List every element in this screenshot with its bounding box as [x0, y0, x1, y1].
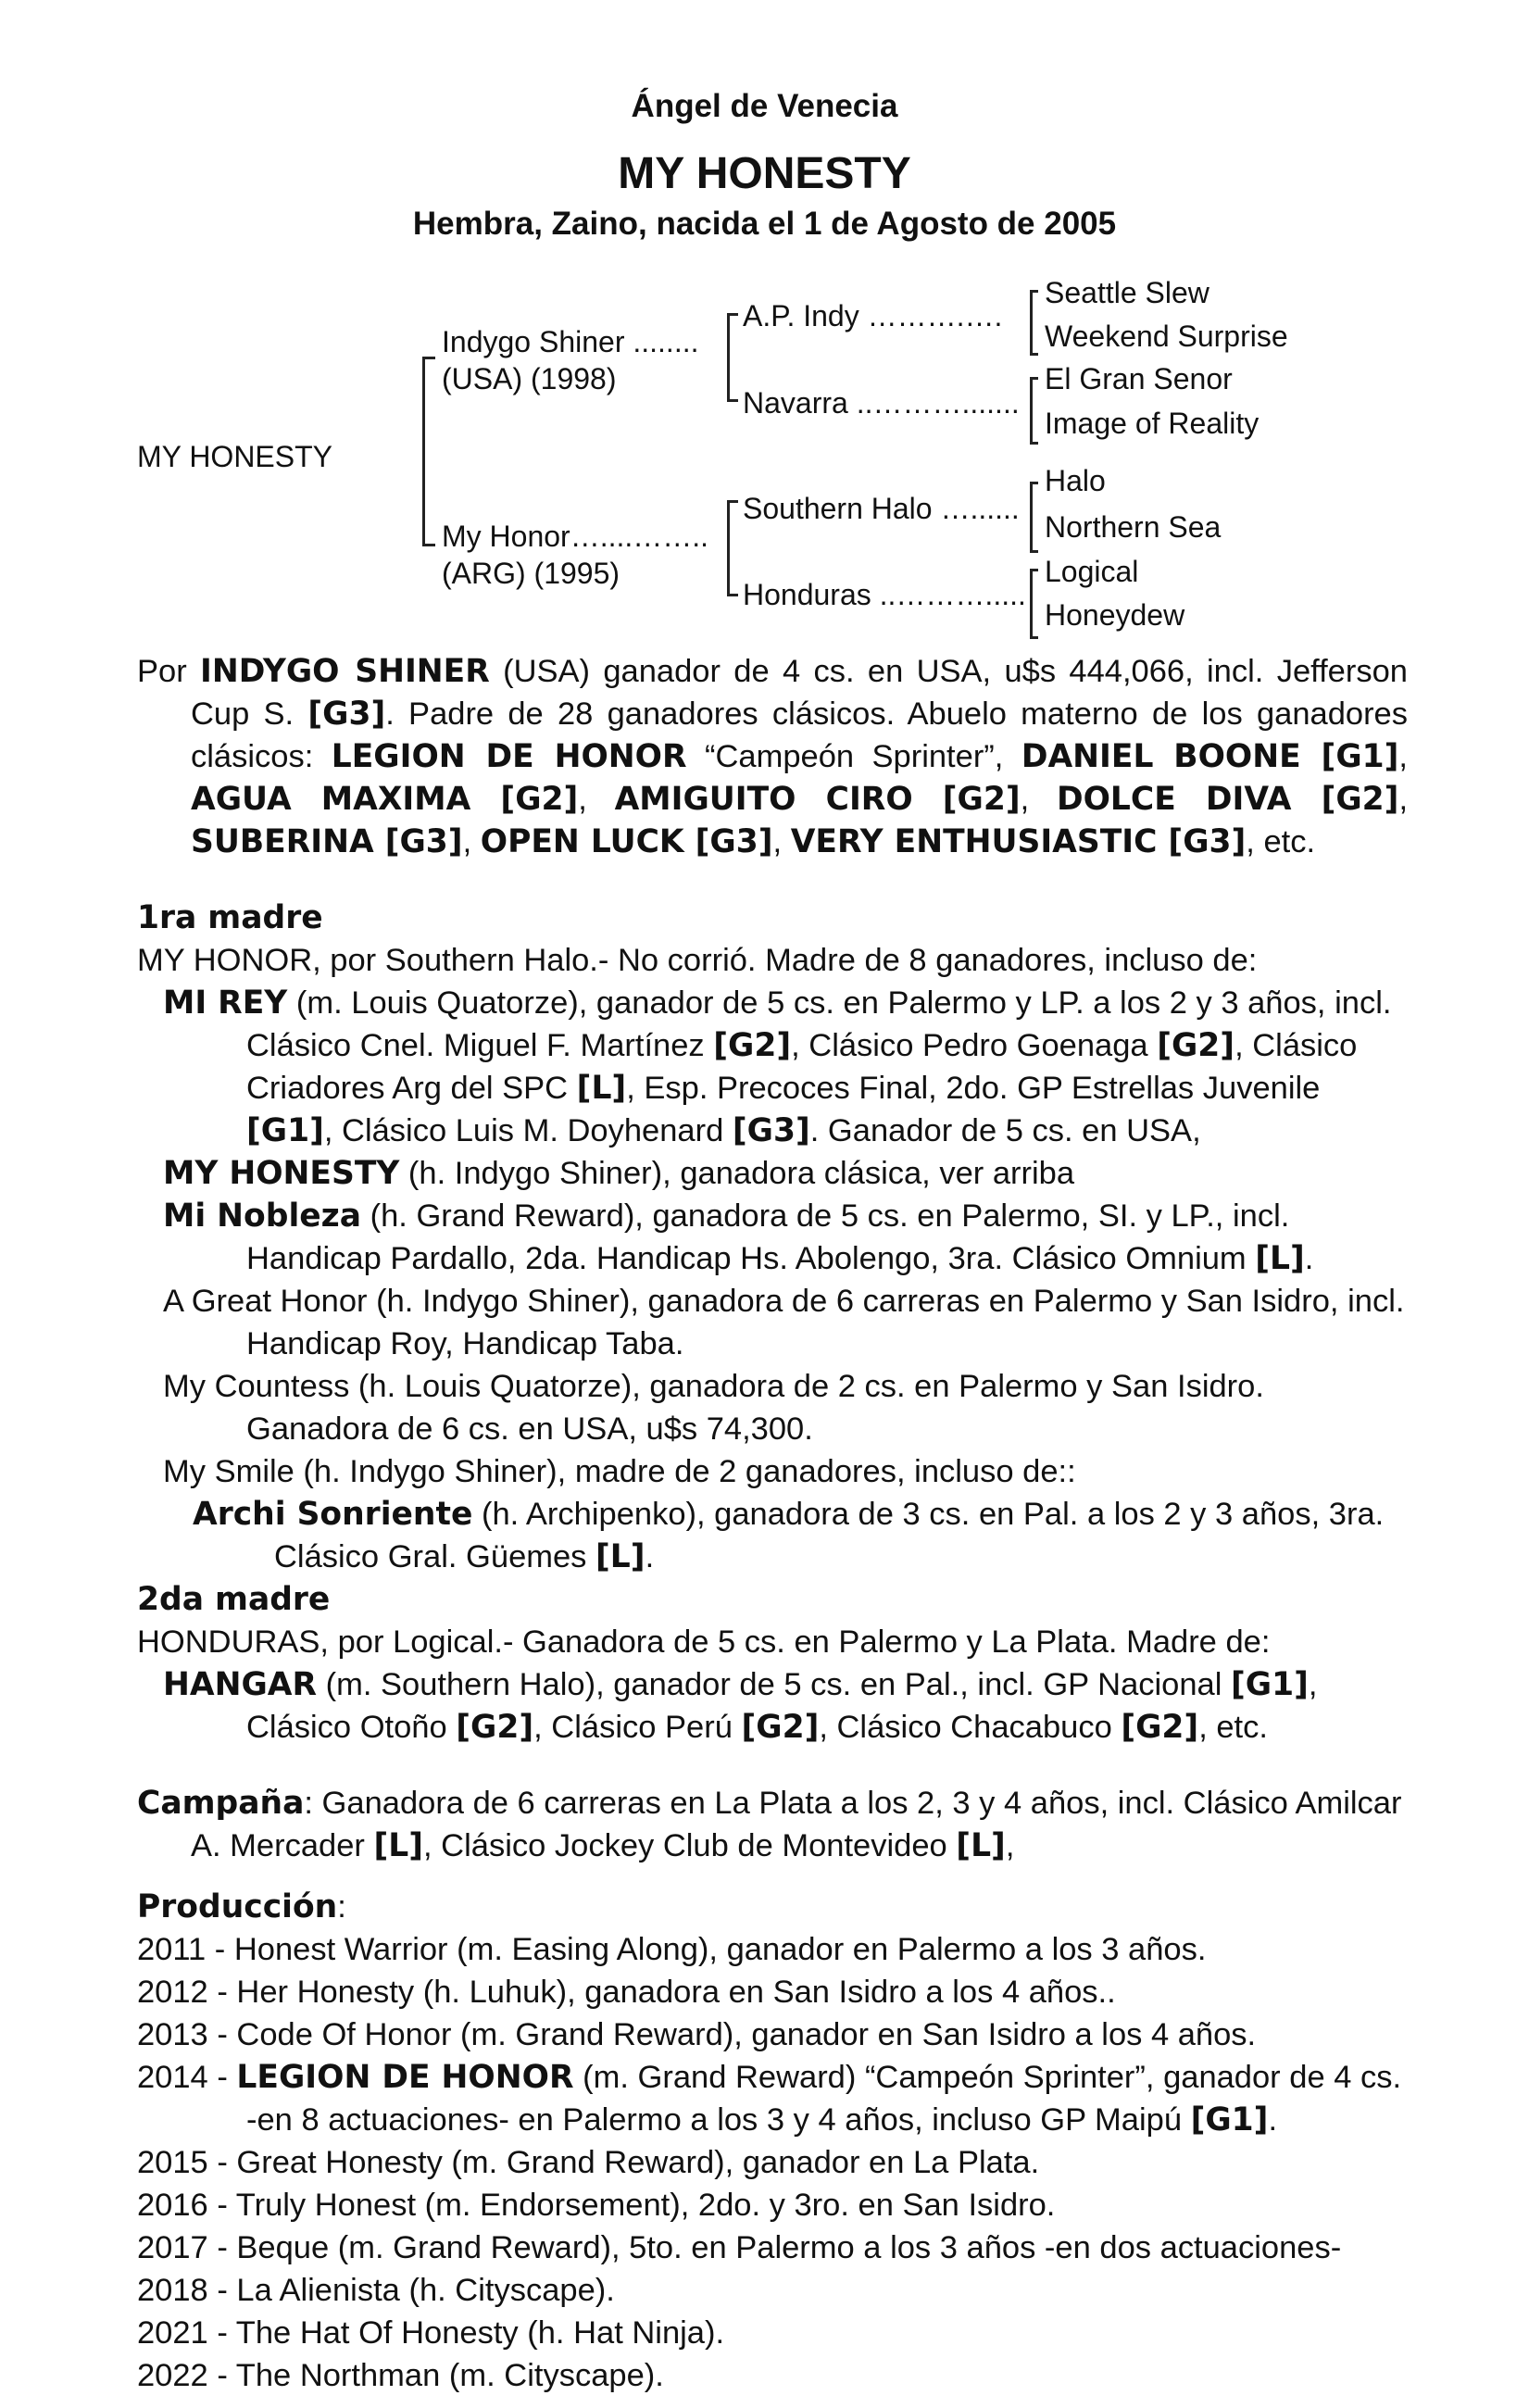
first-dam-intro: MY HONOR, por Southern Halo.- No corrió. Madre de 8 ganadores, incluso de:	[137, 943, 1258, 978]
production-2022: 2022 - The Northman (m. Cityscape).	[137, 2358, 664, 2393]
production-2017: 2017 - Beque (m. Grand Reward), 5to. en Palermo a los 3 años -en dos actuaciones-	[137, 2230, 1342, 2265]
horse-title: MY HONESTY	[618, 149, 911, 198]
production-2018: 2018 - La Alienista (h. Cityscape).	[137, 2273, 615, 2308]
production-2011: 2011 - Honest Warrior (m. Easing Along), ganador en Palermo a los 3 años.	[137, 1932, 1207, 1967]
sire-origin: (USA) (1998)	[442, 362, 617, 395]
offspring-great-honor: A Great Honor (h. Indygo Shiner), ganadora de 6 carreras en Palermo y San Isidro, incl. Handicap Roy, Handicap Taba.	[163, 1284, 1405, 1361]
pedigree-subject: MY HONESTY	[137, 440, 332, 473]
production-2014: 2014 - LEGION DE HONOR (m. Grand Reward) “Campeón Sprinter”, ganador de 4 cs. -en 8 actuaciones- en Palermo a los 3 y 4 años, incluso GP Maipú [G1].	[137, 2059, 1402, 2138]
sire-paragraph: Por INDYGO SHINER (USA) ganador de 4 cs. en USA, u$s 444,066, incl. Jefferson Cup S. [G3]. Padre de 28 ganadores clásicos. Abuelo materno de los ganadores clásicos: LEGION DE HONOR “Campeón Sprinter”, DANIEL BOONE [G1], AGUA MAXIMA [G2], AMIGUITO CIRO [G2], DOLCE DIVA [G2], SUBERINA [G3], OPEN LUCK [G3], VERY ENTHUSIASTIC [G3], etc.	[137, 653, 1409, 860]
offspring-archi-sonriente: Archi Sonriente (h. Archipenko), ganadora de 3 cs. en Pal. a los 2 y 3 años, 3ra. Clásico Gral. Güemes [L].	[193, 1496, 1385, 1575]
production-2016: 2016 - Truly Honest (m. Endorsement), 2do. y 3ro. en San Isidro.	[137, 2188, 1056, 2223]
body-text	[137, 650, 1408, 2397]
production-2015: 2015 - Great Honesty (m. Grand Reward), ganador en La Plata.	[137, 2145, 1040, 2180]
ggp-6: Northern Sea	[1045, 510, 1222, 544]
offspring-hangar: HANGAR (m. Southern Halo), ganador de 5 cs. en Pal., incl. GP Nacional [G1], Clásico Otoño [G2], Clásico Perú [G2], Clásico Chacabuco [G2], etc.	[163, 1666, 1318, 1746]
offspring-my-honesty: MY HONESTY (h. Indygo Shiner), ganadora clásica, ver arriba	[163, 1155, 1075, 1192]
grandsire-3: Southern Halo …......	[743, 492, 1020, 525]
production-title: Producción:	[137, 1888, 346, 1925]
second-dam-title: 2da madre	[137, 1581, 331, 1618]
second-dam-intro: HONDURAS, por Logical.- Ganadora de 5 cs. en Palermo y La Plata. Madre de:	[137, 1624, 1271, 1660]
ggp-5: Halo	[1045, 464, 1106, 497]
dam-origin: (ARG) (1995)	[442, 557, 620, 590]
campaign-paragraph: Campaña: Ganadora de 6 carreras en La Plata a los 2, 3 y 4 años, incl. Clásico Amilcar A. Mercader [L], Clásico Jockey Club de Montevideo [L],	[137, 1785, 1402, 1864]
offspring-my-smile: My Smile (h. Indygo Shiner), madre de 2 ganadores, incluso de::	[163, 1454, 1076, 1489]
grandsire-2: Navarra ..……….......	[743, 386, 1020, 420]
offspring-my-countess: My Countess (h. Louis Quatorze), ganadora de 2 cs. en Palermo y San Isidro. Ganadora de 6 cs. en USA, u$s 74,300.	[163, 1369, 1264, 1447]
first-dam-title: 1ra madre	[137, 899, 323, 936]
horse-description: Hembra, Zaino, nacida el 1 de Agosto de 2005	[412, 206, 1117, 242]
grandsire-1: A.P. Indy ……….….	[743, 299, 1003, 332]
dam-name: My Honor…....……..	[442, 520, 709, 553]
ggp-4: Image of Reality	[1045, 407, 1260, 440]
ggp-8: Honeydew	[1045, 598, 1185, 632]
ggp-1: Seattle Slew	[1045, 276, 1209, 309]
grandsire-4: Honduras ..……….....	[743, 578, 1026, 611]
offspring-mi-rey: MI REY (m. Louis Quatorze), ganador de 5 cs. en Palermo y LP. a los 2 y 3 años, incl. Clásico Cnel. Miguel F. Martínez [G2], Clásico Pedro Goenaga [G2], Clásico Criadores Arg del SPC [L], Esp. Precoces Final, 2do. GP Estrellas Juvenile [G1], Clásico Luis M. Doyhenard [G3]. Ganador de 5 cs. en USA,	[163, 985, 1392, 1149]
production-2012: 2012 - Her Honesty (h. Luhuk), ganadora en San Isidro a los 4 años..	[137, 1975, 1116, 2010]
offspring-mi-nobleza: Mi Nobleza (h. Grand Reward), ganadora de 5 cs. en Palermo, SI. y LP., incl. Handicap Pardallo, 2da. Handicap Hs. Abolengo, 3ra. Clásico Omnium [L].	[163, 1198, 1314, 1277]
ggp-3: El Gran Senor	[1045, 362, 1233, 395]
ggp-7: Logical	[1045, 555, 1139, 588]
ggp-2: Weekend Surprise	[1045, 320, 1288, 353]
sire-name: Indygo Shiner ........	[442, 325, 699, 358]
production-2013: 2013 - Code Of Honor (m. Grand Reward), ganador en San Isidro a los 4 años.	[137, 2017, 1257, 2052]
owner-name: Ángel de Venecia	[631, 88, 898, 124]
production-2021: 2021 - The Hat Of Honesty (h. Hat Ninja).	[137, 2315, 725, 2351]
